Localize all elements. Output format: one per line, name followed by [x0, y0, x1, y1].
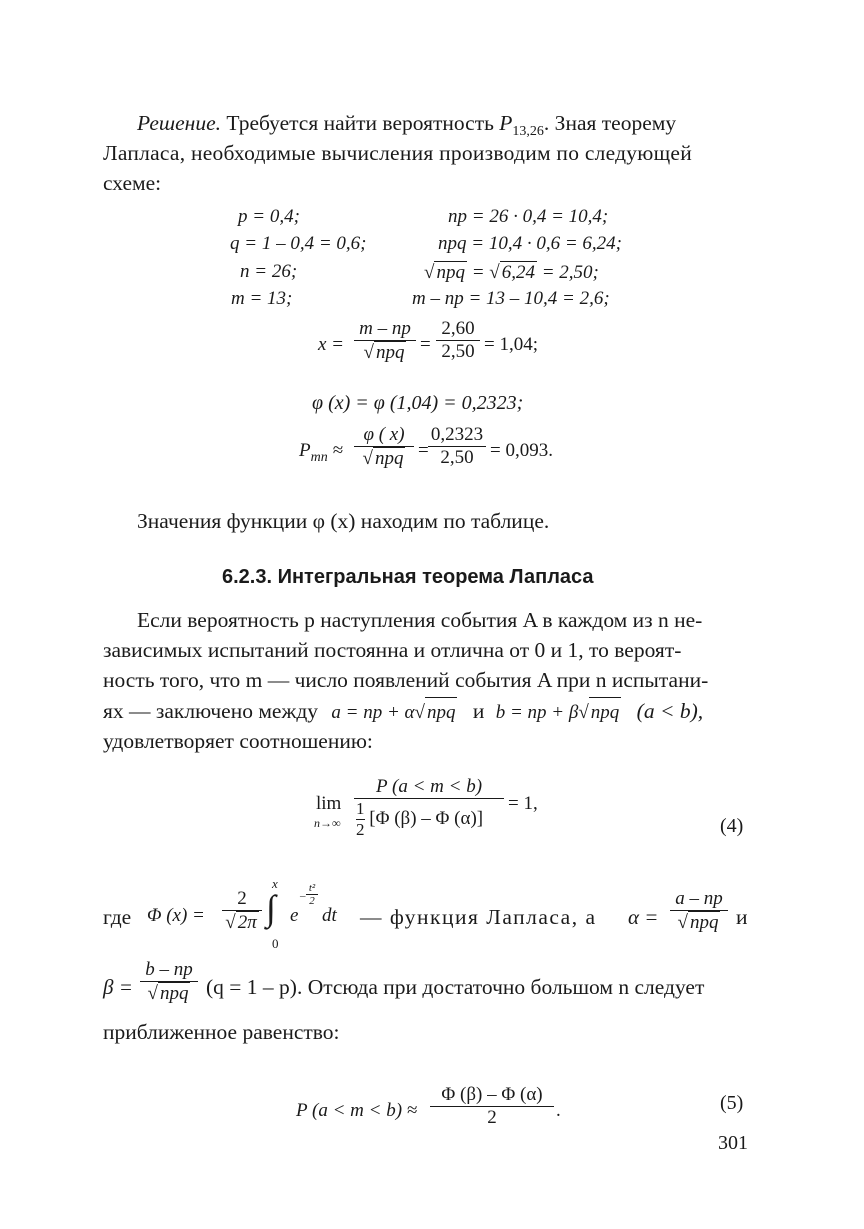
and-text-2: и: [736, 905, 748, 929]
calc-q: q = 1 – 0,4 = 0,6;: [230, 233, 367, 254]
a-less-b: (a < b),: [636, 699, 704, 723]
eq4-number: (4): [720, 815, 744, 837]
laplace-den: √ 2π: [222, 910, 262, 934]
intro-line-2: Лапласа, необходимые вычисления производим по следующей: [103, 141, 692, 165]
pmn-approx: ≈: [332, 440, 343, 461]
calc-m-np: m – np = 13 – 10,4 = 2,6;: [412, 288, 610, 309]
beta-rest: (q = 1 – p). Отсюда при достаточно большом n следует: [206, 975, 705, 999]
dt: dt: [322, 905, 337, 926]
laplace-num: 2: [237, 888, 247, 909]
section-line-3: ность того, что m — число появлений события A при n испытани-: [103, 668, 709, 692]
eq4-den: [354, 798, 504, 840]
calc-np: np = 26 · 0,4 = 10,4;: [448, 206, 609, 227]
beta-den: √ npq: [140, 981, 198, 1005]
solution-label: Решение.: [137, 111, 222, 135]
equals: =: [466, 262, 490, 283]
sqrt-npq: npq: [436, 262, 465, 283]
pmn-result: = 0,093.: [490, 440, 553, 461]
page-number: 301: [718, 1132, 748, 1154]
laplace-fraction: [222, 888, 262, 934]
pmn-subscript: mn: [310, 450, 328, 465]
section-line-4: ях — заключено между a = np + α√ npq и b = np + β√ npq (a < b),: [103, 696, 703, 729]
pmn-num-1: φ ( x): [363, 424, 405, 445]
beta-fraction: [140, 959, 198, 1005]
beta-lhs: β =: [103, 975, 133, 999]
alpha-lhs: α =: [628, 905, 659, 929]
phi-line: φ (x) = φ (1,04) = 0,2323;: [312, 392, 524, 414]
a-sqrt: npq: [425, 697, 458, 729]
eq5-end: .: [556, 1100, 561, 1121]
alpha-den: √ npq: [670, 910, 728, 934]
x-eq: =: [420, 334, 431, 355]
pmn-num-2: 0,2323: [430, 424, 484, 445]
laplace-den-text: 2π: [237, 912, 257, 933]
eq4-den-rest: [Φ (β) – Φ (α)]: [369, 807, 484, 829]
beta-num: b – np: [145, 959, 193, 980]
gde-text: где: [103, 905, 132, 929]
eq5-number: (5): [720, 1092, 744, 1114]
intro-line-3: схеме:: [103, 171, 162, 195]
laplace-text: — функция Лапласа, а: [360, 905, 597, 929]
section-line-1: Если вероятность p наступления события A в каждом из n не-: [137, 608, 703, 632]
eq4-end: = 1,: [508, 793, 538, 814]
b-sqrt: npq: [589, 697, 622, 729]
exp-den: 2: [306, 894, 318, 907]
table-note: Значения функции φ (x) находим по таблице.: [137, 509, 550, 533]
pmn-lhs: [299, 440, 343, 466]
between-text: ях — заключено между: [103, 699, 319, 723]
intro-text-rest: . Зная теорему: [543, 111, 677, 135]
x-result: = 1,04;: [484, 334, 538, 355]
exp-fraction: [306, 882, 318, 907]
b-formula: b = np + β: [495, 702, 579, 723]
exp-num: t²: [308, 882, 316, 894]
sqrt-6-24: 6,24: [501, 262, 535, 283]
probability-symbol: P: [499, 111, 513, 135]
pmn-den-1-text: npq: [374, 448, 404, 469]
x-fraction-2: [436, 318, 480, 363]
eq4-half-den: 2: [356, 820, 365, 839]
integral-upper: x: [272, 876, 278, 891]
and-text: и: [472, 699, 485, 723]
pmn-den-2: 2,50: [428, 446, 486, 469]
x-lhs: x =: [318, 334, 345, 355]
exp-minus: –: [300, 890, 306, 902]
a-formula: a = np + α: [331, 702, 415, 723]
section-line-5: удовлетворяет соотношению:: [103, 729, 373, 753]
alpha-fraction: [670, 888, 728, 934]
pmn-eq: =: [418, 440, 429, 461]
integral-lower: 0: [272, 936, 279, 951]
sqrt-result: = 2,50;: [536, 262, 599, 283]
pmn-fraction-1: [354, 424, 414, 470]
exp-e: e: [290, 905, 299, 926]
alpha-num: a – np: [675, 888, 723, 909]
calc-m: m = 13;: [231, 288, 293, 309]
eq5-num: Φ (β) – Φ (α): [441, 1084, 543, 1105]
beta-den-text: npq: [159, 983, 189, 1004]
eq4-half-num: 1: [356, 799, 365, 818]
eq4-fraction: [354, 776, 504, 840]
pmn-fraction-2: [428, 424, 486, 469]
eq5-fraction: [430, 1084, 554, 1129]
probability-subscript: 13,26: [512, 124, 544, 139]
calc-n: n = 26;: [240, 261, 298, 282]
alpha-den-text: npq: [689, 912, 719, 933]
calc-p: p = 0,4;: [238, 206, 300, 227]
section-heading: 6.2.3. Интегральная теорема Лапласа: [222, 566, 594, 588]
eq4-num: P (a < m < b): [375, 776, 483, 797]
x-num-1: m – np: [359, 318, 411, 339]
calc-npq: npq = 10,4 · 0,6 = 6,24;: [438, 233, 622, 254]
laplace-lhs: Φ (x) =: [147, 905, 205, 926]
calc-sqrt-npq: √ npq = √ 6,24 = 2,50;: [424, 262, 599, 283]
integral-sign: ∫: [266, 888, 276, 928]
eq5-den: 2: [430, 1106, 554, 1129]
x-den-2: 2,50: [436, 340, 480, 363]
x-fraction-1: [354, 318, 416, 364]
x-den-1-text: npq: [375, 342, 405, 363]
eq4-lim-sub: n→∞: [314, 816, 341, 830]
x-num-2: 2,60: [441, 318, 475, 339]
pmn-den-1: √ npq: [354, 446, 414, 470]
x-den-1: √ npq: [354, 340, 416, 364]
intro-text: Требуется найти вероятность: [221, 111, 500, 135]
eq5-lhs: P (a < m < b) ≈: [296, 1100, 418, 1121]
approx-equality-text: приближенное равенство:: [103, 1020, 340, 1044]
pmn-symbol: P: [299, 440, 311, 461]
section-line-2: зависимых испытаний постоянна и отлична от 0 и 1, то вероят-: [103, 638, 682, 662]
eq4-lim: lim: [316, 793, 342, 814]
